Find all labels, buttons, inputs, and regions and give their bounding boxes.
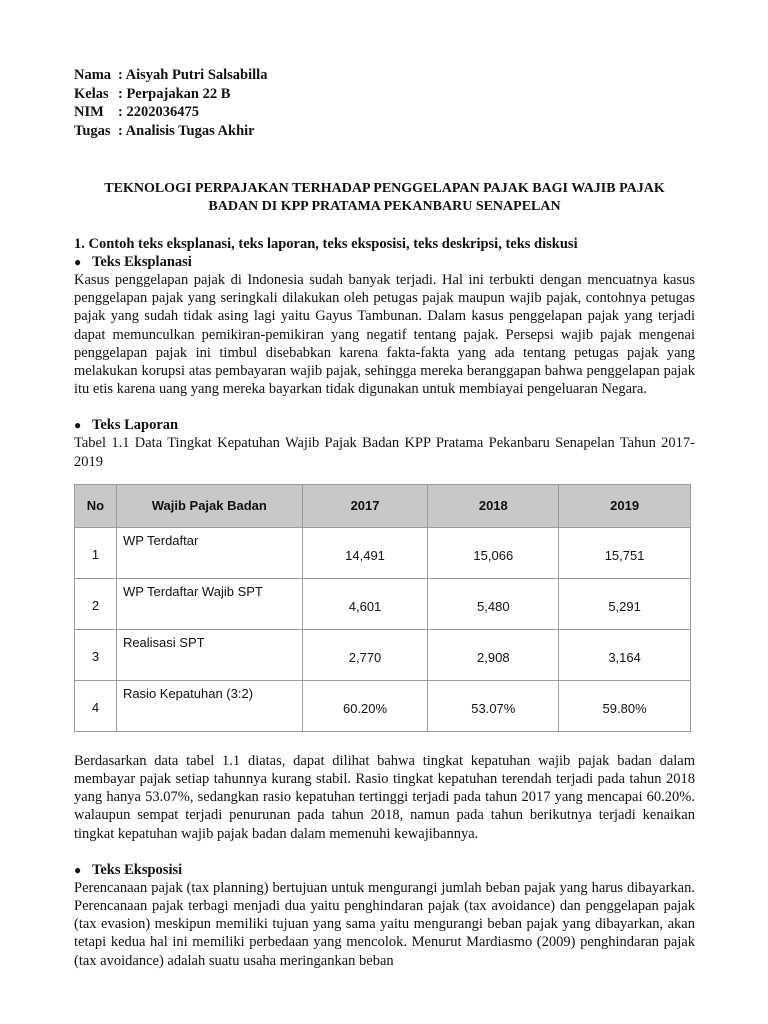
info-key: Tugas [74, 122, 111, 139]
info-row-nim [74, 103, 695, 122]
info-key: NIM [74, 104, 104, 120]
info-value: : Analisis Tugas Akhir [118, 122, 255, 139]
bullet-icon: ● [74, 418, 82, 433]
document-page [74, 66, 695, 970]
eksposisi-heading-text: Teks Eksposisi [92, 861, 183, 878]
cell-2018: 5,480 [428, 578, 559, 629]
laporan-heading [74, 416, 695, 434]
eksposisi-heading [74, 861, 695, 879]
info-row-nama [74, 66, 695, 85]
student-info [74, 66, 695, 140]
table-row [75, 629, 691, 680]
cell-no: 3 [75, 629, 117, 680]
cell-2019: 59.80% [559, 680, 691, 731]
info-value: : Perpajakan 22 B [118, 85, 231, 102]
cell-no: 1 [75, 527, 117, 578]
table-caption: Tabel 1.1 Data Tingkat Kepatuhan Wajib Pajak Badan KPP Pratama Pekanbaru Senapelan Tahun 2017-2019 [74, 435, 695, 470]
laporan-heading-text: Teks Laporan [92, 417, 179, 434]
header-2018: 2018 [428, 484, 559, 527]
cell-2017: 14,491 [302, 527, 428, 578]
cell-name: WP Terdaftar [116, 527, 302, 578]
document-title [74, 180, 695, 216]
eksposisi-paragraph: Perencanaan pajak (tax planning) bertujuan untuk mengurangi jumlah beban pajak yang harus dibayarkan. Perencanaan pajak terbagi menjadi dua yaitu penghindaran pajak (tax avoidance) dan penggelapan pajak (tax evasion) meskipun memiliki tujuan yang sama yaitu mengurangi beban pajak yang dibayarkan, akan tetapi kedua hal ini memiliki perbedaan yang mencolok. Menurut Mardiasmo (2009) penghindaran pajak (tax avoidance) adalah suatu usaha meringankan beban [74, 879, 695, 969]
section-heading: 1. Contoh teks eksplanasi, teks laporan, teks eksposisi, teks deskripsi, teks diskusi [74, 236, 578, 252]
bullet-icon: ● [74, 862, 82, 877]
cell-name: Rasio Kepatuhan (3:2) [116, 680, 302, 731]
cell-name: WP Terdaftar Wajib SPT [116, 578, 302, 629]
cell-no: 2 [75, 578, 117, 629]
cell-2018: 53.07% [428, 680, 559, 731]
compliance-table [74, 484, 691, 732]
eksplanasi-paragraph: Kasus penggelapan pajak di Indonesia sudah banyak terjadi. Hal ini terbukti dengan mencuatnya kasus penggelapan pajak yang seringkali dilakukan oleh petugas pajak maupun wajib pajak, contohnya petugas pajak yang sudah tidak asing lagi yaitu Gayus Tambunan. Dalam kasus penggelapan pajak yang terjadi dapat memunculkan pemikiran-pemikiran yang negatif tentang pajak. Persepsi wajib pajak mengenai penggelapan pajak ini timbul disebabkan karena fakta-fakta yang ada tentang petugas pajak yang melakukan korupsi atas pembayaran wajib pajak, sehingga mereka beranggapan bahwa penggelapan pajak itu etis karena uang yang mereka bayarkan tidak digunakan untuk membiayai pengeluaran Negara. [74, 272, 695, 398]
info-key: Kelas [74, 85, 109, 102]
info-value: : 2202036475 [118, 104, 199, 120]
cell-2019: 3,164 [559, 629, 691, 680]
title-line-2: BADAN DI KPP PRATAMA PEKANBARU SENAPELAN [208, 199, 561, 214]
table-row [75, 527, 691, 578]
header-no: No [75, 484, 117, 527]
laporan-paragraph: Berdasarkan data tabel 1.1 diatas, dapat dilihat bahwa tingkat kepatuhan wajib pajak badan dalam membayar pajak setiap tahunnya kurang stabil. Rasio tingkat kepatuhan terendah terjadi pada tahun 2018 yang hanya 53.07%, sedangkan rasio kepatuhan tertinggi terjadi pada tahun 2017 yang mencapai 60.20%. walaupun sempat terjadi penurunan pada tahun 2018, namun pada tahun berikutnya terjadi kenaikan tingkat kepatuhan wajib pajak badan dalam memenuhi kewajibannya. [74, 752, 695, 842]
table-row [75, 578, 691, 629]
info-row-kelas [74, 85, 695, 104]
cell-no: 4 [75, 680, 117, 731]
title-line-1: TEKNOLOGI PERPAJAKAN TERHADAP PENGGELAPAN PAJAK BAGI WAJIB PAJAK [104, 181, 665, 196]
eksplanasi-heading [74, 253, 695, 271]
table-row [75, 680, 691, 731]
cell-name: Realisasi SPT [116, 629, 302, 680]
table-header-row [75, 484, 691, 527]
info-row-tugas [74, 122, 695, 141]
cell-2017: 2,770 [302, 629, 428, 680]
bullet-icon: ● [74, 255, 82, 269]
header-2017: 2017 [302, 484, 428, 527]
cell-2019: 15,751 [559, 527, 691, 578]
cell-2018: 2,908 [428, 629, 559, 680]
cell-2019: 5,291 [559, 578, 691, 629]
eksplanasi-heading-text: Teks Eksplanasi [92, 254, 192, 270]
info-key: Nama [74, 67, 112, 83]
header-2019: 2019 [559, 484, 691, 527]
info-value: : Aisyah Putri Salsabilla [118, 67, 268, 83]
cell-2018: 15,066 [428, 527, 559, 578]
header-name: Wajib Pajak Badan [116, 484, 302, 527]
cell-2017: 4,601 [302, 578, 428, 629]
cell-2017: 60.20% [302, 680, 428, 731]
